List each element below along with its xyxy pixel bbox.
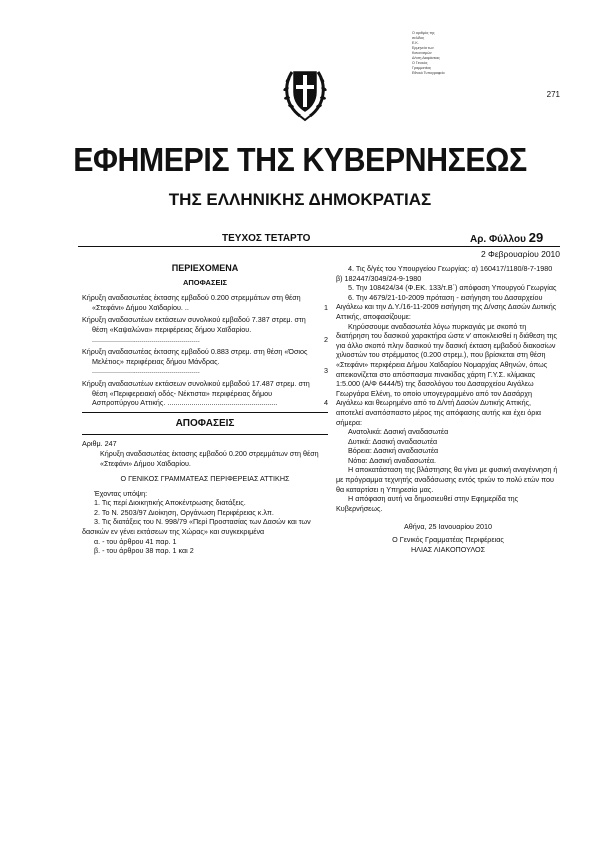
issue-date: 2 Φεβρουαρίου 2010: [480, 249, 560, 259]
consideration-item: α. - του άρθρου 41 παρ. 1: [94, 536, 177, 546]
signer-name: ΗΛΙΑΣ ΛΙΑΚΟΠΟΥΛΟΣ: [410, 544, 486, 554]
consideration-item: 6. Την 4679/21-10-2009 πρόταση - εισήγηση του Δασαρχείου Αιγάλεω και την Δ.Υ./16-11-2009 εισήγηση της Δ/νσης Δασών Δυτικής Αττικής, αποφασίζουμε:: [336, 292, 557, 321]
publication-stamp: [412, 31, 472, 76]
stamp-line: Δ/νση Διαφάνειας: [412, 56, 440, 60]
stamp-line: Ο Γενικός: [412, 61, 428, 65]
toc-item-page: 4: [324, 398, 328, 408]
toc-item-text: Κήρυξη αναδασωτέας έκτασης εμβαδού 0.200 στρεμμάτων στη θέση «Στεφάνι» Δήμου Χαϊδαρίου. ..: [82, 293, 301, 312]
toc-item-text: Κήρυξη αναδασωτέων εκτάσεων συνολικού εμβαδού 17.487 στρεμ. στη θέση «Περιφερειακή οδός- Νέκτιστα» περιφέρειας δήμου Ασπροπύργου Αττικής. .......................................................: [82, 378, 310, 408]
left-column: [82, 264, 328, 556]
restoration-text: Η αποκατάσταση της βλάστησης θα γίνει με φυσική αναγέννηση ή με πρόγραμμα τεχνητής αναδάσωσης εντός τριών το πολύ ετών που θα καταρτίσει η Υπηρεσία μας.: [336, 465, 558, 494]
decision-number: Αριθμ. 247: [82, 439, 117, 449]
toc-item-page: 2: [324, 334, 328, 344]
consideration-item: β. - του άρθρου 38 παρ. 1 και 2: [94, 546, 194, 556]
issue-label: ΤΕΥΧΟΣ ΤΕΤΑΡΤΟ: [222, 233, 311, 244]
boundary-item: Ανατολικά: Δασική αναδασωτέα: [348, 427, 449, 437]
consideration-item: 3. Τις διατάξεις του Ν. 998/79 «Περί Προστασίας των Δασών και των δασικών εν γένει εκτάσεων της Χώρας» και συγκεκριμένα: [82, 517, 311, 537]
consideration-item: 5. Την 108424/34 (Φ.ΕΚ. 133/τ.Β΄) απόφαση Υπουργού Γεωργίας: [348, 283, 557, 293]
section-rule: [82, 412, 328, 413]
toc-item[interactable]: [82, 347, 328, 376]
toc-item-text: Κήρυξη αναδασωτέων εκτάσεων συνολικού εμβαδού 7.387 στρεμ. στη θέση «Καψαλώνα» περιφέρειας δήμου Χαϊδαρίου. ......................................................: [82, 315, 306, 344]
publication-order: Η απόφαση αυτή να δημοσιευθεί στην Εφημερίδα της Κυβερνήσεως.: [336, 494, 519, 513]
boundary-item: Δυτικά: Δασική αναδασωτέα: [348, 436, 438, 446]
stamp-line: Ε.Κ.: [412, 41, 419, 45]
gazette-subtitle: ΤΗΣ ΕΛΛΗΝΙΚΗΣ ΔΗΜΟΚΡΑΤΙΑΣ: [168, 190, 432, 209]
having-regard: Έχοντας υπόψη:: [94, 488, 148, 498]
decision-subject: Κήρυξη αναδασωτέας έκτασης εμβαδού 0.200 στρεμμάτων στη θέση «Στεφάνι» Δήμου Χαϊδαρίου.: [100, 448, 319, 468]
decision-authority: Ο ΓΕΝΙΚΟΣ ΓΡΑΜΜΑΤΕΑΣ ΠΕΡΙΦΕΡΕΙΑΣ ΑΤΤΙΚΗΣ: [120, 474, 290, 484]
right-column: [336, 264, 560, 554]
toc-subheading: ΑΠΟΦΑΣΕΙΣ: [182, 277, 228, 287]
stamp-line: Ο αριθμός της: [412, 31, 435, 35]
sheet-label: Αρ. Φύλλου: [470, 234, 526, 245]
toc-heading: ΠΕΡΙΕΧΟΜΕΝΑ: [171, 263, 239, 273]
consideration-item: 1. Τις περί Διοικητικής Αποκέντρωσης διατάξεις.: [94, 498, 246, 508]
toc-item-page: 1: [324, 302, 328, 312]
sheet-number: [470, 230, 543, 245]
sheet-value: 29: [528, 230, 544, 245]
consideration-item: 2. Το Ν. 2503/97 Διοίκηση, Οργάνωση Περιφέρειας κ.λπ.: [94, 507, 274, 517]
page-number: 271: [546, 90, 560, 99]
place-date: Αθήνα, 25 Ιανουαρίου 2010: [404, 522, 492, 532]
stamp-line: Ερμηνεία των: [412, 46, 434, 50]
toc-item-text: Κήρυξη αναδασωτέας έκτασης εμβαδού 0.883 στρεμ. στη θέση «Όσιος Μελέτιος» περιφέρειας δήμου Μάνδρας. ......................................................: [82, 347, 308, 376]
toc-item[interactable]: [82, 315, 328, 344]
stamp-line: σελίδας: [412, 36, 425, 40]
header-rule: [78, 246, 560, 247]
stamp-line: Εθνικό Τυπογραφείο: [412, 71, 445, 75]
decision-body: Κηρύσσουμε αναδασωτέα λόγω πυρκαγιάς με σκοπό τη διατήρηση του δασικού χαρακτήρα ώστε ν' αποκλεισθεί η διάθεση της για άλλο σκοπό πλην δασικού την δασική έκταση εμβαδού διακοσίων χιλιοστών του στρέμματος (0.200 στρεμ.), που βρίσκεται στη θέση «Στεφάνι» περιφέρεια Δήμου Χαϊδαρίου Νομαρχίας Αθηνών, όπως απεικονίζεται στο απόσπασμα πινακίδας χάρτη Γ.Υ.Σ. κλίμακας 1:5.000 (Α/Φ 6444/5) της δασολόγου του Δασαρχείου Αιγάλεω Γεωργάρα Ελένη, το οποίο υπογεγραμμένο από τον Δασάρχη Αιγάλεω και θεωρημένο από το Δ/ντή Δασών Δυτικής Αττικής, αποτελεί αναπόσπαστο μέρος της απόφασης αυτής και έχει όρια σήμερα:: [336, 321, 557, 427]
decisions-heading: ΑΠΟΦΑΣΕΙΣ: [175, 417, 235, 429]
boundary-item: Νότια: Δασική αναδασωτέα.: [348, 455, 437, 465]
stamp-line: Κανονισμών: [412, 51, 432, 55]
toc-item[interactable]: [82, 379, 328, 408]
toc-item[interactable]: [82, 293, 328, 312]
gazette-title: ΕΦΗΜΕΡΙΣ ΤΗΣ ΚΥΒΕΡΝΗΣΕΩΣ: [73, 141, 527, 178]
section-rule: [82, 434, 328, 435]
coat-of-arms-icon: [282, 58, 328, 124]
consideration-item: 4. Τις δ/γές του Υπουργείου Γεωργίας: α) 160417/1180/8-7-1980 β) 182447/3049/24-9-1980: [336, 264, 553, 283]
signer-title: Ο Γενικός Γραμματέας Περιφέρειας: [392, 535, 504, 545]
toc-item-page: 3: [324, 366, 328, 376]
boundary-item: Βόρεια: Δασική αναδασωτέα: [348, 446, 439, 456]
stamp-line: Γραμματέας: [412, 66, 432, 70]
